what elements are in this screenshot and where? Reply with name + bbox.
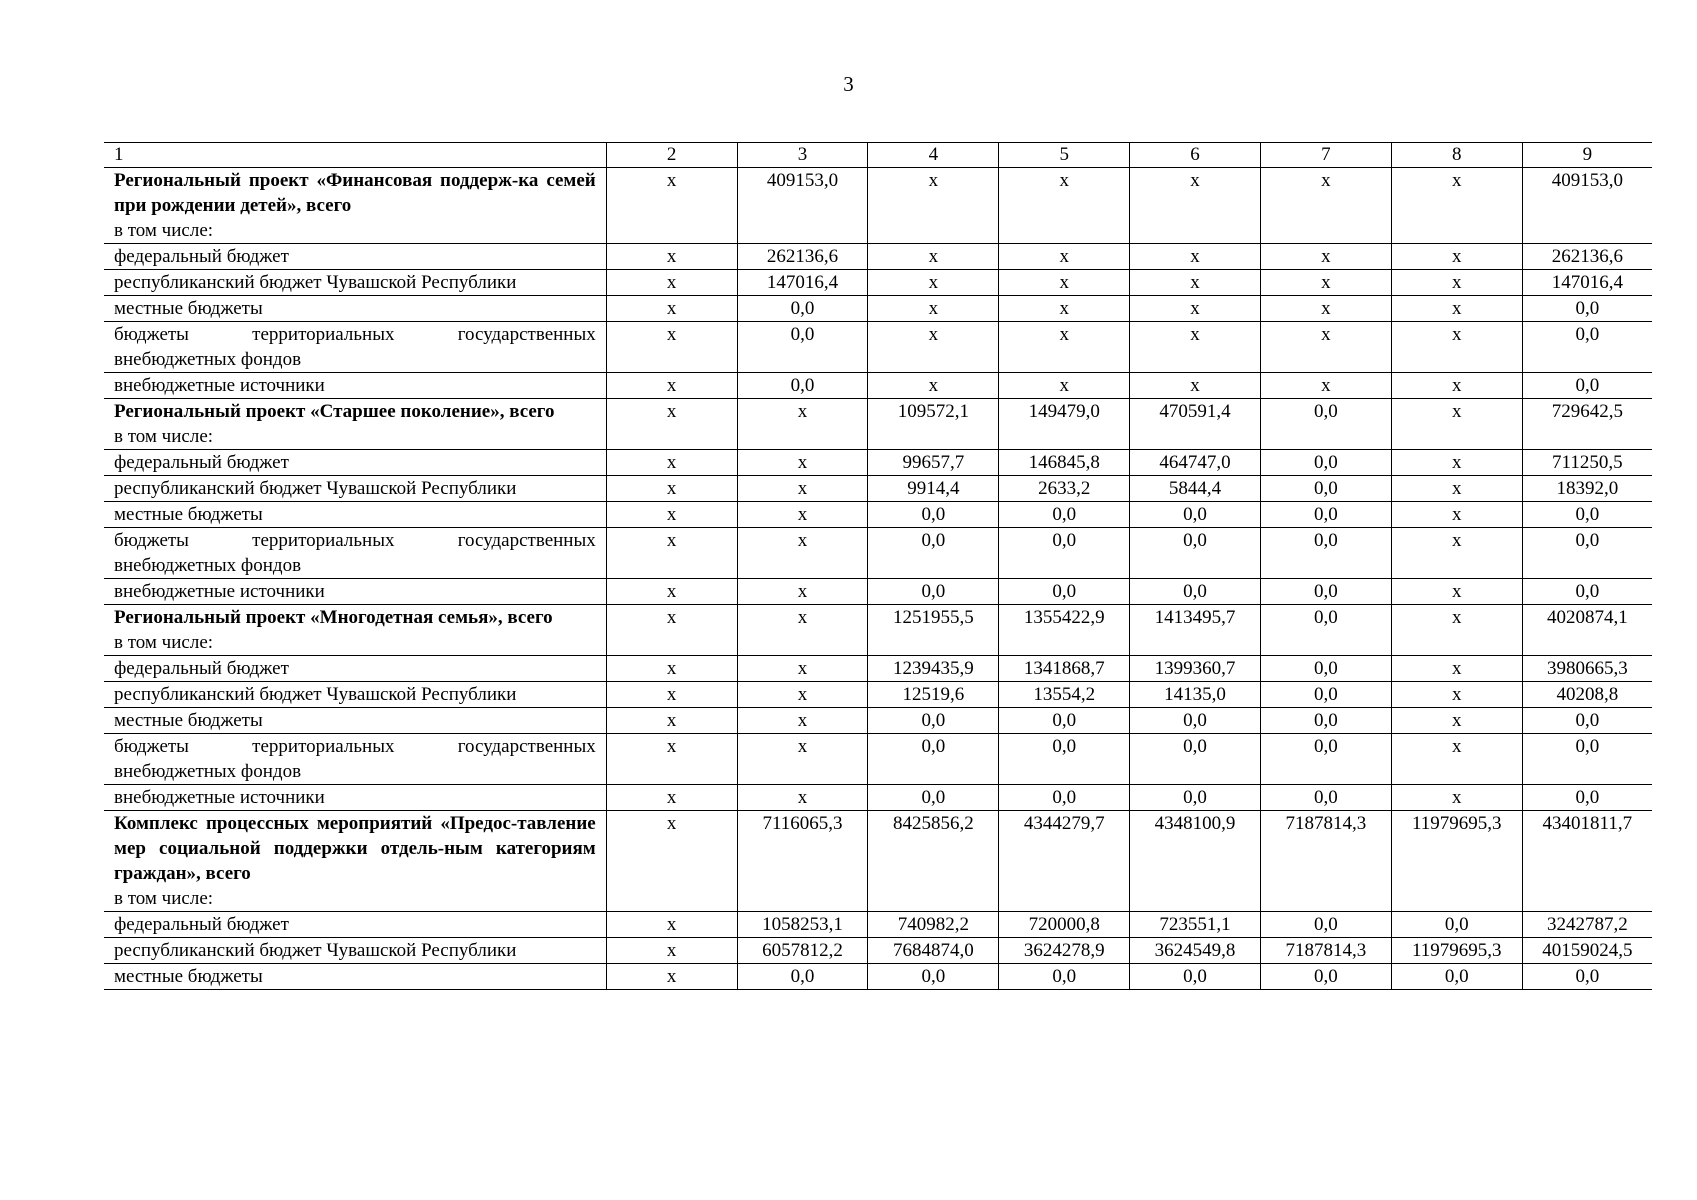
value-cell: 40159024,5 [1522, 938, 1652, 964]
table-header-row [104, 143, 1652, 168]
value-cell: 0,0 [868, 579, 999, 605]
value-cell: 7187814,3 [1260, 938, 1391, 964]
value-cell: x [606, 270, 737, 296]
value-cell: 1251955,5 [868, 605, 999, 656]
value-cell: x [1391, 682, 1522, 708]
value-cell: x [1391, 579, 1522, 605]
table-row [104, 579, 1652, 605]
value-cell: 149479,0 [999, 399, 1130, 450]
value-cell: x [1260, 244, 1391, 270]
section-title: Региональный проект «Старшее поколение», всего [114, 401, 555, 422]
row-label: федеральный бюджет [114, 658, 289, 679]
value-cell: 147016,4 [1522, 270, 1652, 296]
value-cell: 0,0 [1260, 785, 1391, 811]
value-cell: 711250,5 [1522, 450, 1652, 476]
value-cell: x [606, 734, 737, 785]
value-cell: 0,0 [868, 528, 999, 579]
value-cell: x [1260, 373, 1391, 399]
value-cell: x [737, 656, 868, 682]
value-cell: x [868, 373, 999, 399]
value-cell: x [1391, 244, 1522, 270]
value-cell: 0,0 [1130, 708, 1261, 734]
table-row [104, 938, 1652, 964]
table-section-row [104, 168, 1652, 244]
value-cell: x [868, 244, 999, 270]
value-cell: 409153,0 [737, 168, 868, 244]
value-cell: 0,0 [737, 296, 868, 322]
row-label: внебюджетные источники [114, 787, 325, 808]
value-cell: 2633,2 [999, 476, 1130, 502]
value-cell: x [606, 579, 737, 605]
value-cell: x [737, 579, 868, 605]
table-row [104, 912, 1652, 938]
table-row [104, 244, 1652, 270]
value-cell: 0,0 [1260, 605, 1391, 656]
value-cell: x [737, 605, 868, 656]
value-cell: x [737, 682, 868, 708]
value-cell: 0,0 [1130, 579, 1261, 605]
value-cell: 3624278,9 [999, 938, 1130, 964]
value-cell: 0,0 [1260, 450, 1391, 476]
value-cell: x [1391, 476, 1522, 502]
value-cell: 0,0 [1522, 528, 1652, 579]
value-cell: 0,0 [1260, 682, 1391, 708]
value-cell: 0,0 [1522, 785, 1652, 811]
section-subtitle: в том числе: [114, 632, 214, 653]
value-cell: 11979695,3 [1391, 938, 1522, 964]
value-cell: x [606, 938, 737, 964]
row-title-cell [104, 708, 606, 734]
value-cell: x [606, 811, 737, 912]
table-section-row [104, 399, 1652, 450]
table-row [104, 270, 1652, 296]
value-cell: 0,0 [1260, 734, 1391, 785]
value-cell: x [1391, 399, 1522, 450]
value-cell: 1399360,7 [1130, 656, 1261, 682]
table-row [104, 502, 1652, 528]
row-label: республиканский бюджет Чувашской Республики [114, 478, 517, 499]
value-cell: 262136,6 [737, 244, 868, 270]
value-cell: 0,0 [1391, 912, 1522, 938]
row-label: федеральный бюджет [114, 246, 289, 267]
value-cell: x [606, 399, 737, 450]
table-row [104, 476, 1652, 502]
value-cell: x [1391, 450, 1522, 476]
value-cell: x [1130, 373, 1261, 399]
row-title-cell [104, 605, 606, 656]
row-title-cell [104, 296, 606, 322]
value-cell: x [737, 528, 868, 579]
value-cell: 0,0 [1260, 502, 1391, 528]
column-header: 1 [104, 143, 606, 168]
value-cell: 262136,6 [1522, 244, 1652, 270]
row-label: федеральный бюджет [114, 452, 289, 473]
value-cell: 0,0 [1522, 322, 1652, 373]
value-cell: 0,0 [868, 785, 999, 811]
value-cell: 3980665,3 [1522, 656, 1652, 682]
value-cell: 8425856,2 [868, 811, 999, 912]
row-label: местные бюджеты [114, 504, 263, 525]
value-cell: 0,0 [1522, 734, 1652, 785]
value-cell: 14135,0 [1130, 682, 1261, 708]
row-title-cell [104, 322, 606, 373]
value-cell: 5844,4 [1130, 476, 1261, 502]
section-title: Комплекс процессных мероприятий «Предос-тавление мер социальной поддержки отдель-ным категориям граждан», всего [114, 813, 596, 884]
value-cell: 720000,8 [999, 912, 1130, 938]
value-cell: 464747,0 [1130, 450, 1261, 476]
value-cell: x [868, 270, 999, 296]
value-cell: 0,0 [1260, 399, 1391, 450]
column-header: 5 [999, 143, 1130, 168]
value-cell: 0,0 [999, 964, 1130, 990]
value-cell: 0,0 [737, 964, 868, 990]
value-cell: x [606, 322, 737, 373]
value-cell: 0,0 [1260, 708, 1391, 734]
value-cell: x [737, 450, 868, 476]
value-cell: x [1391, 373, 1522, 399]
value-cell: x [868, 168, 999, 244]
value-cell: 0,0 [1260, 476, 1391, 502]
value-cell: 18392,0 [1522, 476, 1652, 502]
value-cell: x [1130, 296, 1261, 322]
value-cell: x [606, 708, 737, 734]
value-cell: x [1260, 270, 1391, 296]
row-title-cell [104, 528, 606, 579]
table-row [104, 682, 1652, 708]
value-cell: 1413495,7 [1130, 605, 1261, 656]
value-cell: x [606, 682, 737, 708]
row-title-cell [104, 734, 606, 785]
value-cell: 40208,8 [1522, 682, 1652, 708]
page-number: 3 [843, 72, 854, 96]
value-cell: 0,0 [737, 322, 868, 373]
value-cell: 0,0 [1260, 656, 1391, 682]
section-title: Региональный проект «Финансовая поддерж-ка семей при рождении детей», всего [114, 170, 596, 216]
value-cell: x [606, 168, 737, 244]
value-cell: 470591,4 [1130, 399, 1261, 450]
value-cell: 0,0 [1130, 785, 1261, 811]
row-title-cell [104, 373, 606, 399]
table-row [104, 964, 1652, 990]
value-cell: 147016,4 [737, 270, 868, 296]
value-cell: 0,0 [999, 579, 1130, 605]
row-label: внебюджетные источники [114, 581, 325, 602]
row-label: республиканский бюджет Чувашской Республики [114, 940, 517, 961]
value-cell: 99657,7 [868, 450, 999, 476]
value-cell: x [606, 528, 737, 579]
value-cell: 3624549,8 [1130, 938, 1261, 964]
value-cell: 1239435,9 [868, 656, 999, 682]
value-cell: 109572,1 [868, 399, 999, 450]
value-cell: 0,0 [999, 528, 1130, 579]
value-cell: x [999, 168, 1130, 244]
row-label: внебюджетные источники [114, 375, 325, 396]
table-row [104, 708, 1652, 734]
table-section-row [104, 811, 1652, 912]
value-cell: 0,0 [1260, 912, 1391, 938]
value-cell: x [1391, 270, 1522, 296]
value-cell: 0,0 [1260, 579, 1391, 605]
value-cell: 740982,2 [868, 912, 999, 938]
row-title-cell [104, 502, 606, 528]
value-cell: 0,0 [999, 734, 1130, 785]
value-cell: x [999, 244, 1130, 270]
value-cell: 0,0 [868, 502, 999, 528]
row-label: бюджеты территориальных государственных внебюджетных фондов [114, 324, 596, 370]
row-title-cell [104, 912, 606, 938]
value-cell: 12519,6 [868, 682, 999, 708]
table-row [104, 656, 1652, 682]
value-cell: x [1260, 296, 1391, 322]
value-cell: 6057812,2 [737, 938, 868, 964]
value-cell: x [737, 785, 868, 811]
value-cell: x [868, 322, 999, 373]
value-cell: 7684874,0 [868, 938, 999, 964]
value-cell: x [1260, 322, 1391, 373]
value-cell: x [606, 785, 737, 811]
value-cell: 9914,4 [868, 476, 999, 502]
row-title-cell [104, 682, 606, 708]
value-cell: x [999, 322, 1130, 373]
budget-table [104, 142, 1652, 990]
table-row [104, 528, 1652, 579]
value-cell: x [1391, 502, 1522, 528]
value-cell: 0,0 [1522, 373, 1652, 399]
value-cell: x [1391, 656, 1522, 682]
table-row [104, 450, 1652, 476]
value-cell: 0,0 [1260, 964, 1391, 990]
value-cell: 3242787,2 [1522, 912, 1652, 938]
value-cell: 1341868,7 [999, 656, 1130, 682]
value-cell: x [737, 708, 868, 734]
value-cell: 0,0 [1130, 734, 1261, 785]
value-cell: x [1391, 296, 1522, 322]
value-cell: x [606, 964, 737, 990]
column-header: 7 [1260, 143, 1391, 168]
value-cell: x [868, 296, 999, 322]
row-label: бюджеты территориальных государственных внебюджетных фондов [114, 530, 596, 576]
value-cell: 0,0 [1391, 964, 1522, 990]
value-cell: x [1130, 322, 1261, 373]
value-cell: 0,0 [1522, 502, 1652, 528]
section-subtitle: в том числе: [114, 888, 214, 909]
value-cell: 7187814,3 [1260, 811, 1391, 912]
value-cell: 0,0 [1522, 296, 1652, 322]
value-cell: x [1130, 244, 1261, 270]
section-subtitle: в том числе: [114, 426, 214, 447]
value-cell: 0,0 [1130, 502, 1261, 528]
row-title-cell [104, 476, 606, 502]
value-cell: x [737, 734, 868, 785]
value-cell: 146845,8 [999, 450, 1130, 476]
value-cell: 729642,5 [1522, 399, 1652, 450]
row-title-cell [104, 964, 606, 990]
value-cell: x [606, 912, 737, 938]
row-title-cell [104, 579, 606, 605]
row-title-cell [104, 785, 606, 811]
value-cell: 13554,2 [999, 682, 1130, 708]
section-subtitle: в том числе: [114, 220, 214, 241]
value-cell: 4348100,9 [1130, 811, 1261, 912]
value-cell: x [1130, 168, 1261, 244]
value-cell: 723551,1 [1130, 912, 1261, 938]
value-cell: 4344279,7 [999, 811, 1130, 912]
column-header: 2 [606, 143, 737, 168]
table-row [104, 785, 1652, 811]
column-header: 9 [1522, 143, 1652, 168]
value-cell: x [606, 656, 737, 682]
value-cell: x [1391, 605, 1522, 656]
table-row [104, 296, 1652, 322]
value-cell: x [606, 373, 737, 399]
row-label: республиканский бюджет Чувашской Республики [114, 684, 517, 705]
value-cell: 1058253,1 [737, 912, 868, 938]
column-header: 4 [868, 143, 999, 168]
section-title: Региональный проект «Многодетная семья», всего [114, 607, 553, 628]
value-cell: 0,0 [1260, 528, 1391, 579]
row-label: местные бюджеты [114, 966, 263, 987]
table-row [104, 373, 1652, 399]
value-cell: x [737, 476, 868, 502]
row-label: местные бюджеты [114, 710, 263, 731]
value-cell: 7116065,3 [737, 811, 868, 912]
value-cell: x [999, 270, 1130, 296]
value-cell: x [999, 373, 1130, 399]
value-cell: x [606, 244, 737, 270]
value-cell: x [606, 296, 737, 322]
value-cell: 43401811,7 [1522, 811, 1652, 912]
value-cell: x [1130, 270, 1261, 296]
value-cell: 0,0 [737, 373, 868, 399]
value-cell: x [606, 605, 737, 656]
row-title-cell [104, 450, 606, 476]
row-label: бюджеты территориальных государственных внебюджетных фондов [114, 736, 596, 782]
value-cell: x [606, 450, 737, 476]
value-cell: x [1391, 528, 1522, 579]
value-cell: x [1391, 785, 1522, 811]
value-cell: 0,0 [1130, 964, 1261, 990]
row-label: республиканский бюджет Чувашской Республики [114, 272, 517, 293]
value-cell: 409153,0 [1522, 168, 1652, 244]
value-cell: x [737, 399, 868, 450]
row-label: федеральный бюджет [114, 914, 289, 935]
row-title-cell [104, 270, 606, 296]
value-cell: 1355422,9 [999, 605, 1130, 656]
value-cell: 0,0 [999, 785, 1130, 811]
table-section-row [104, 605, 1652, 656]
value-cell: 0,0 [1522, 579, 1652, 605]
value-cell: x [1391, 168, 1522, 244]
column-header: 3 [737, 143, 868, 168]
value-cell: x [1391, 734, 1522, 785]
value-cell: 0,0 [999, 708, 1130, 734]
value-cell: 0,0 [999, 502, 1130, 528]
value-cell: 0,0 [868, 708, 999, 734]
value-cell: x [606, 476, 737, 502]
column-header: 6 [1130, 143, 1261, 168]
table-row [104, 734, 1652, 785]
row-label: местные бюджеты [114, 298, 263, 319]
column-header: 8 [1391, 143, 1522, 168]
value-cell: x [1391, 708, 1522, 734]
table-row [104, 322, 1652, 373]
row-title-cell [104, 168, 606, 244]
value-cell: 0,0 [1130, 528, 1261, 579]
value-cell: 11979695,3 [1391, 811, 1522, 912]
value-cell: 0,0 [1522, 964, 1652, 990]
value-cell: x [999, 296, 1130, 322]
table-body [104, 168, 1652, 990]
value-cell: 0,0 [1522, 708, 1652, 734]
value-cell: x [606, 502, 737, 528]
value-cell: 0,0 [868, 964, 999, 990]
value-cell: 0,0 [868, 734, 999, 785]
row-title-cell [104, 938, 606, 964]
row-title-cell [104, 656, 606, 682]
row-title-cell [104, 811, 606, 912]
value-cell: x [737, 502, 868, 528]
value-cell: x [1260, 168, 1391, 244]
value-cell: 4020874,1 [1522, 605, 1652, 656]
row-title-cell [104, 399, 606, 450]
row-title-cell [104, 244, 606, 270]
value-cell: x [1391, 322, 1522, 373]
